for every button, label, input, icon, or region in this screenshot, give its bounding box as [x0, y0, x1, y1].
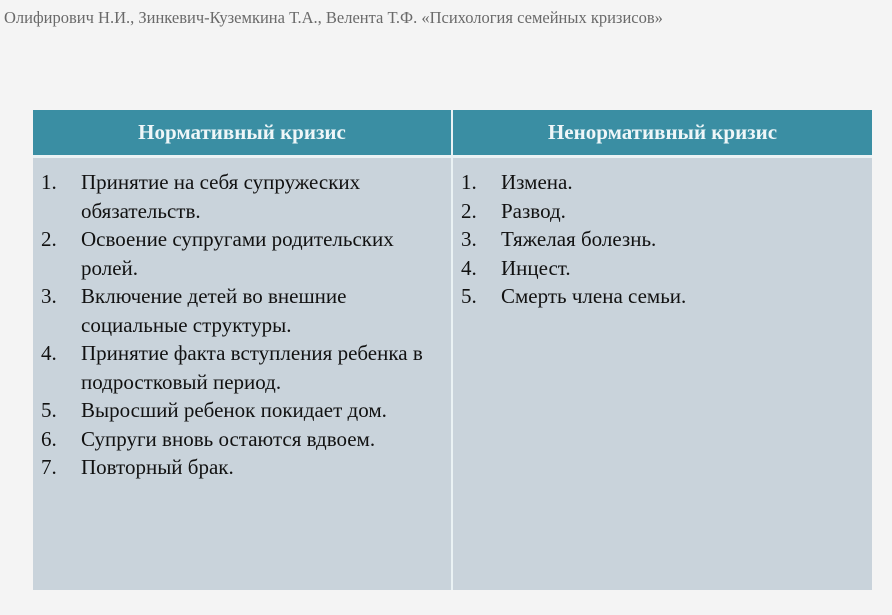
item-number: 6. [41, 426, 57, 451]
list-item [461, 254, 864, 283]
list-item [41, 453, 443, 482]
item-text: Включение детей во внешние социальные структуры. [81, 284, 347, 337]
item-number: 4. [461, 255, 477, 280]
item-text: Тяжелая болезнь. [501, 227, 657, 251]
item-number: 5. [461, 284, 477, 308]
list-item [41, 339, 443, 396]
list-item [41, 425, 443, 454]
item-number: 3. [461, 227, 477, 251]
normative-list [41, 168, 443, 482]
item-text: Измена. [501, 170, 573, 194]
item-text: Освоение супругами родительских ролей. [81, 227, 394, 280]
list-item [41, 282, 443, 339]
list-item [461, 282, 864, 311]
list-item [461, 168, 864, 197]
item-text: Принятие факта вступления ребенка в подростковый период. [81, 341, 423, 394]
column-header-normative: Нормативный кризис [33, 110, 452, 157]
item-text: Смерть члена семьи. [501, 284, 687, 308]
list-item [41, 168, 443, 225]
item-number: 7. [41, 455, 57, 479]
item-number: 4. [41, 341, 57, 365]
item-text: Супруги вновь остаются вдвоем. [81, 426, 376, 451]
item-text: Повторный брак. [81, 455, 234, 479]
item-number: 2. [41, 227, 57, 251]
list-item [461, 197, 864, 226]
list-item [41, 225, 443, 282]
item-number: 1. [461, 170, 477, 194]
non-normative-list [461, 168, 864, 311]
list-item [41, 396, 443, 425]
item-number: 1. [41, 170, 57, 194]
slide-title: Олифирович Н.И., Зинкевич-Куземкина Т.А., Велента Т.Ф. «Психология семейных кризисов» [4, 8, 663, 27]
list-item [461, 225, 864, 254]
item-text: Выросший ребенок покидает дом. [81, 398, 387, 422]
column-header-non-normative: Ненормативный кризис [452, 110, 872, 157]
item-number: 5. [41, 398, 57, 422]
normative-cell [33, 157, 452, 591]
crisis-table [33, 110, 872, 590]
item-number: 2. [461, 198, 477, 223]
item-number: 3. [41, 284, 57, 308]
non-normative-cell [452, 157, 872, 591]
item-text: Развод. [501, 198, 566, 223]
item-text: Принятие на себя супружеских обязательств. [81, 170, 361, 223]
item-text: Инцест. [501, 255, 571, 280]
